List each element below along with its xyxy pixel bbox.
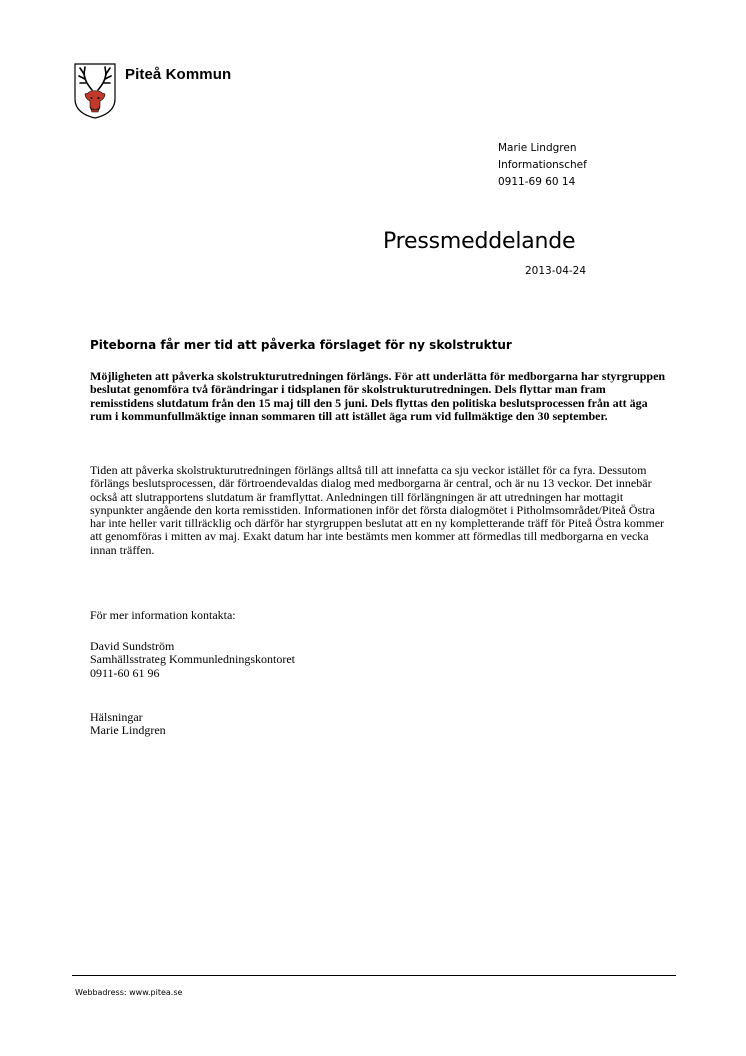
body-paragraph: Tiden att påverka skolstrukturutredningen förlängs alltså till att innefatta ca sju veckor istället för ca fyra. Dessutom förlängs beslutsprocessen, där förtroendevaldas dialog med medborgarna är central, och är nu 13 veckor. Det innebär också att slutrapportens slutdatum är framflyttat. Anledningen till förlängningen är att utredningen har mottagit synpunkter angående den korta remisstiden. Informationen inför det första dialogmötet i Pitholmsområdet/Piteå Östra har inte heller varit tillräcklig och därför har styrgruppen beslutat att en ny kompletterande träff för Piteå Östra kommer att genomföras i mitten av maj. Exakt datum har inte bestämts men kommer att förmedlas till medborgarna en vecka innan träffen. xyxy=(90,463,665,557)
footer-web-address: Webbadress: www.pitea.se xyxy=(75,988,183,997)
document-date: 2013-04-24 xyxy=(525,265,587,277)
sender-role: Informationschef xyxy=(498,159,587,171)
closing-block xyxy=(90,711,670,738)
contact-person-block xyxy=(90,640,670,680)
lead-paragraph: Möjligheten att påverka skolstrukturutredningen förlängs. För att underlätta för medborgarna har styrgruppen beslutat genomföra två förändringar i tidsplanen för skolstrukturutredningen. Dels flyttar man fram remisstidens slutdatum från den 15 maj till den 5 juni. Dels flyttas den politiska beslutsprocessen från att äga rum i kommunfullmäktige innan sommaren till att istället äga rum vid fullmäktige den 30 september. xyxy=(90,369,666,423)
contact-person-name: David Sundström xyxy=(90,639,175,653)
sender-contact-block xyxy=(498,140,587,191)
press-release-headline: Piteborna får mer tid att påverka förslaget för ny skolstruktur xyxy=(90,338,512,352)
sender-name: Marie Lindgren xyxy=(498,142,577,154)
organization-name: Piteå Kommun xyxy=(125,66,232,83)
greeting: Hälsningar xyxy=(90,710,143,724)
sender-phone: 0911-69 60 14 xyxy=(498,176,576,188)
contact-person-title: Samhällsstrateg Kommunledningskontoret xyxy=(90,652,295,667)
footer-divider xyxy=(72,975,676,976)
pitea-coat-of-arms-logo xyxy=(74,63,116,119)
document-title: Pressmeddelande xyxy=(383,229,576,254)
signature: Marie Lindgren xyxy=(90,723,166,738)
more-info-line: För mer information kontakta: xyxy=(90,608,236,622)
contact-person-phone: 0911-60 61 96 xyxy=(90,665,160,680)
